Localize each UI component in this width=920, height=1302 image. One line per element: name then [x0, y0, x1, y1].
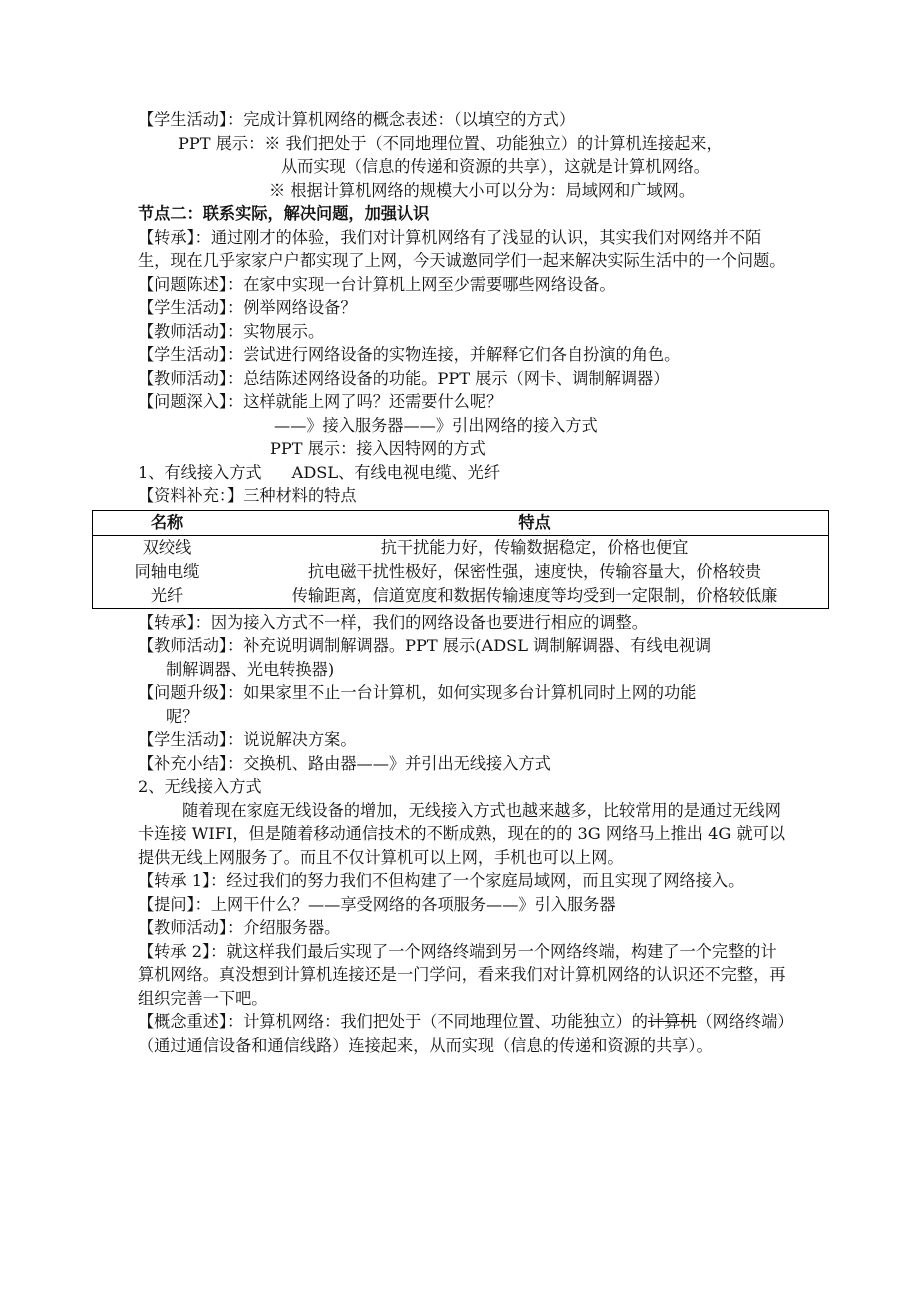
line-teacher-activity-3-cont: 制解调器、光电转换器): [166, 659, 335, 679]
line-wired-access: [138, 461, 788, 485]
line-wireless-access: 2、无线接入方式: [138, 777, 262, 796]
section-heading-2: 节点二：联系实际，解决问题，加强认识: [138, 204, 430, 223]
line-student-activity-2: 【学生活动】：例举网络设备？: [138, 298, 357, 317]
concept-part-2: （网络终端）（通过通信设备和通信线路）连接起来，从而实现（信息的传递和资源的共享）。: [138, 1012, 786, 1055]
paragraph-wireless: 随着现在家庭无线设备的增加，无线接入方式也越来越多，比较常用的是通过无线网卡连接 WIFI，但是随着移动通信技术的不断成熟，现在的的 3G 网络马上推出 4G 就可以提供无线上网服务了。而且不仅计算机可以上网，手机也可以上网。: [138, 800, 786, 867]
line-student-activity-1: 【学生活动】：完成计算机网络的概念表述：（以填空的方式）: [138, 110, 576, 129]
table-header-feature: 特点: [241, 510, 829, 535]
wired-access-types: ADSL、有线电视电缆、光纤: [291, 462, 501, 482]
line-teacher-activity-1: 【教师活动】：实物展示。: [138, 321, 325, 341]
table-cell-name: 同轴电缆: [134, 561, 200, 581]
line-question: 【提问】：上网干什么？——享受网络的各项服务——》引入服务器: [138, 894, 616, 914]
table-header-row: [93, 510, 829, 535]
line-arrow-access-server: ——》接入服务器——》引出网络的接入方式: [274, 415, 598, 435]
table-row: [93, 560, 829, 584]
concept-strikethrough: 计算机: [647, 1012, 697, 1031]
paragraph-concept-restate: [138, 1010, 788, 1057]
line-ppt-access: PPT 展示：接入因特网的方式: [270, 439, 486, 458]
concept-part-1: 【概念重述】：计算机网络：我们把处于（不同地理位置、功能独立）的: [138, 1012, 648, 1031]
line-problem-upgrade: 【问题升级】：如果家里不止一台计算机，如何实现多台计算机同时上网的功能: [138, 683, 697, 702]
line-teacher-activity-2: 【教师活动】：总结陈述网络设备的功能。PPT 展示（网卡、调制解调器）: [138, 368, 670, 388]
table-cell-feature: 抗干扰能力好，传输数据稳定，价格也便宜: [380, 537, 689, 557]
table-cell-feature: 抗电磁干扰性极好，保密性强，速度快，传输容量大，价格较贵: [307, 561, 762, 581]
table-header-name: 名称: [93, 510, 242, 535]
table-row: [93, 535, 829, 560]
table-cell-name: 光纤: [150, 585, 184, 605]
line-student-activity-3: 【学生活动】：尝试进行网络设备的实物连接，并解释它们各自扮演的角色。: [138, 345, 681, 364]
paragraph-transition-1: 【转承 1】：经过我们的努力我们不但构建了一个家庭局域网，而且实现了网络接入。: [138, 871, 745, 890]
line-teacher-activity-3: 【教师活动】：补充说明调制解调器。PPT 展示(ADSL 调制解调器、有线电视调: [138, 636, 712, 655]
wired-access-label: 1、有线接入方式: [138, 462, 262, 482]
line-ppt-1: PPT 展示：※ 我们把处于（不同地理位置、功能独立）的计算机连接起来，: [178, 133, 723, 153]
line-student-activity-4: 【学生活动】：说说解决方案。: [138, 730, 357, 749]
line-problem-deeper: 【问题深入】：这样就能上网了吗？还需要什么呢？: [138, 392, 503, 411]
line-problem-statement: 【问题陈述】：在家中实现一台计算机上网至少需要哪些网络设备。: [138, 274, 616, 294]
line-material-supplement: 【资料补充：】三种材料的特点: [138, 486, 357, 505]
line-transition-2: 【转承】：因为接入方式不一样，我们的网络设备也要进行相应的调整。: [138, 612, 648, 632]
table-row: [93, 584, 829, 609]
line-ppt-3: ※ 根据计算机网络的规模大小可以分为：局域网和广域网。: [269, 180, 696, 200]
paragraph-transition: 【转承】：通过刚才的体验，我们对计算机网络有了浅显的认识，其实我们对网络并不陌生，现在几乎家家户户都实现了上网，今天诚邀同学们一起来解决实际生活中的一个问题。: [138, 227, 786, 270]
paragraph-transition-2: 【转承 2】：就这样我们最后实现了一个网络终端到另一个网络终端，构建了一个完整的计算机网络。真没想到计算机连接还是一门学问，看来我们对计算机网络的认识还不完整，再组织完善一下吧。: [138, 941, 786, 1008]
line-ppt-2: 从而实现（信息的传递和资源的共享），这就是计算机网络。: [281, 157, 710, 176]
document-page: [134, 108, 788, 1057]
table-cell-feature: 传输距离，信道宽度和数据传输速度等均受到一定限制，价格较低廉: [291, 585, 778, 605]
materials-table: [92, 510, 829, 609]
table-cell-name: 双绞线: [142, 537, 192, 557]
line-summary: 【补充小结】：交换机、路由器——》并引出无线接入方式: [138, 753, 551, 773]
line-teacher-activity-4: 【教师活动】：介绍服务器。: [138, 918, 341, 937]
line-problem-upgrade-cont: 呢？: [166, 706, 199, 726]
